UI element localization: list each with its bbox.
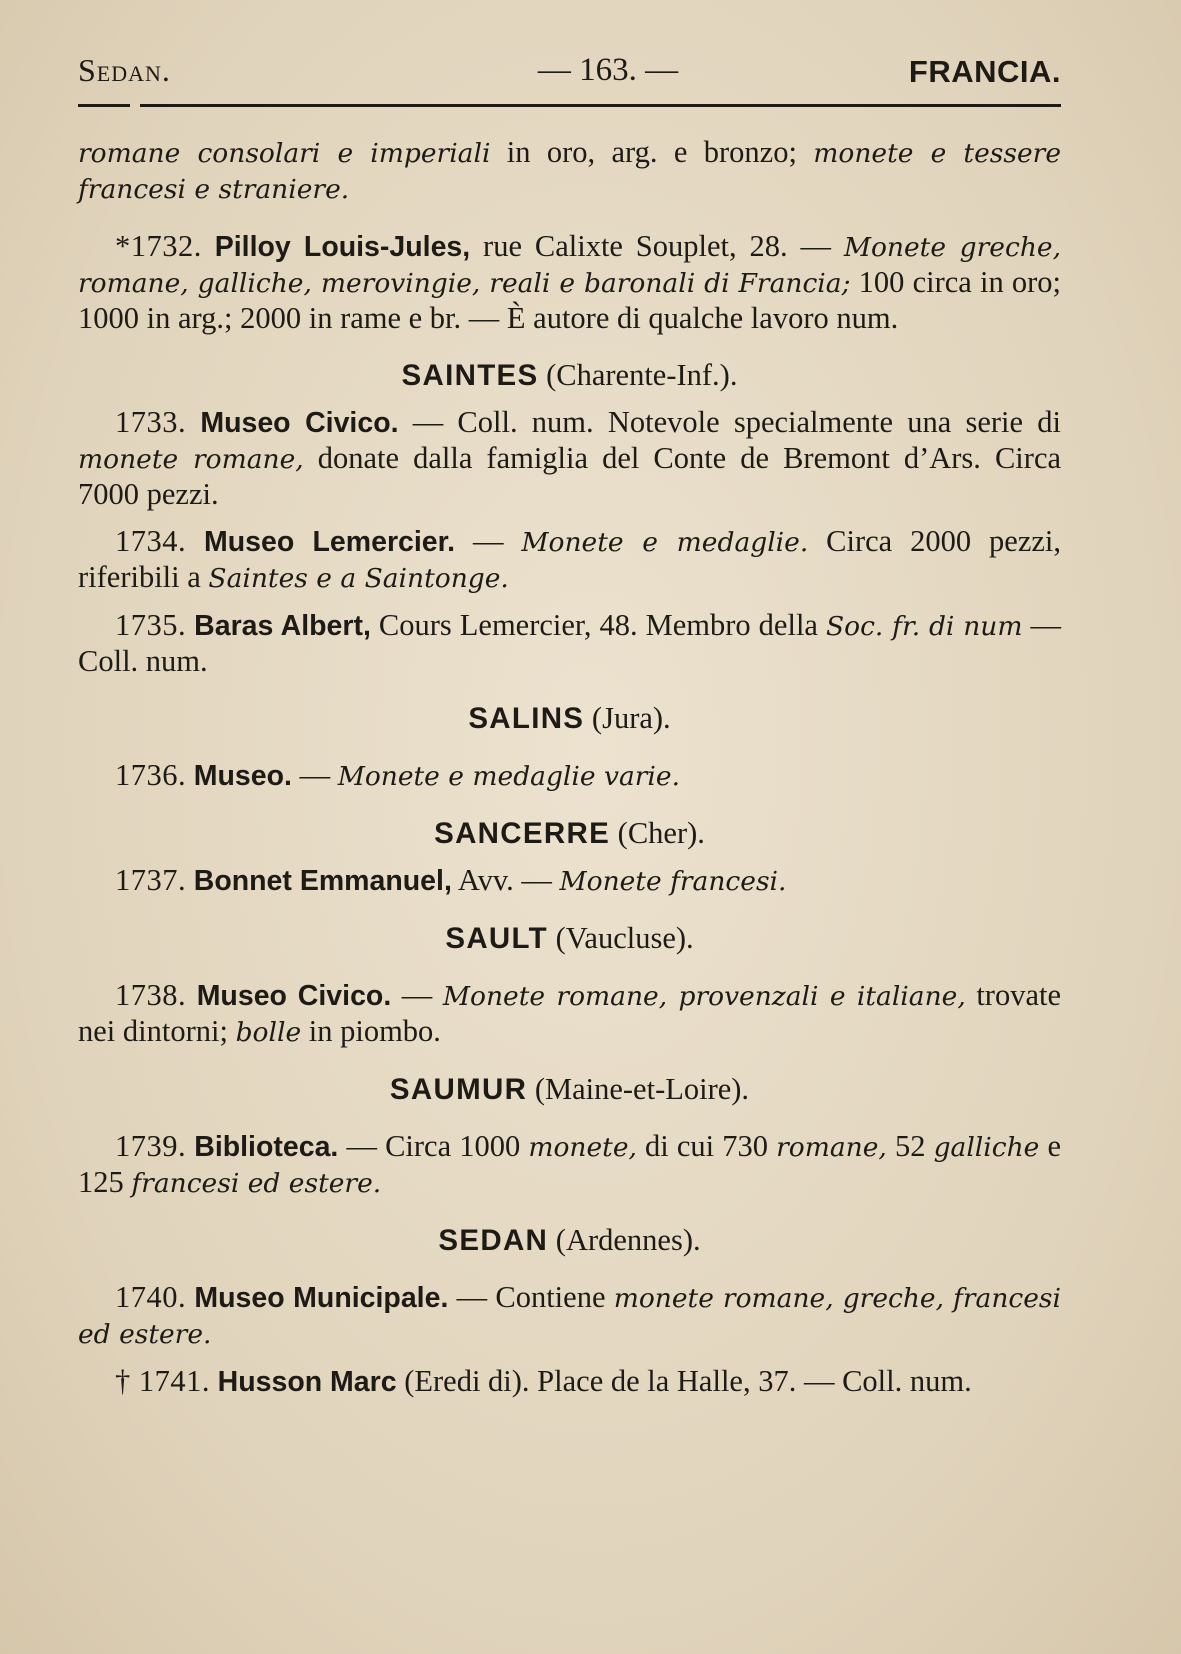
entry-1733: 1733. Museo Civico. — Coll. num. Notevole specialmente una serie di monete romane, donate dalla famiglia del Conte de Bremont d’Ars. Circa 7000 pezzi. <box>78 405 1062 511</box>
entry-1738: 1738. Museo Civico. — Monete romane, provenzali e italiane, trovate nei dintorni; bolle in piombo. <box>78 978 1062 1048</box>
header-rule <box>140 104 1061 107</box>
header-rule-short <box>78 104 130 107</box>
page-number: — 163. — <box>537 52 679 88</box>
section-sault: SAULT (Vaucluse). <box>445 921 694 955</box>
entry-1732: *1732. Pilloy Louis-Jules, rue Calixte Souplet, 28. — Monete greche, romane, galliche, merovingie, reali e baronali di Francia; 100 circa in oro; 1000 in arg.; 2000 in rame e br. — È autore di qualche lavoro num. <box>78 229 1061 335</box>
entry-1737: 1737. Bonnet Emmanuel, Avv. — Monete francesi. <box>115 863 787 897</box>
section-sedan: SEDAN (Ardennes). <box>438 1223 701 1257</box>
entry-1741: † 1741. Husson Marc (Eredi di). Place de la Halle, 37. — Coll. num. <box>115 1364 972 1398</box>
entry-1735: 1735. Baras Albert, Cours Lemercier, 48. Membro della Soc. fr. di num — Coll. num. <box>78 608 1061 678</box>
entry-1740: 1740. Museo Municipale. — Contiene monete romane, greche, francesi ed estere. <box>78 1280 1061 1350</box>
running-header <box>78 52 1061 96</box>
header-left: Sedan. <box>78 52 171 88</box>
continued-text: romane consolari e imperiali in oro, arg. e bronzo; monete e tessere francesi e straniere. <box>78 135 1061 205</box>
section-sancerre: SANCERRE (Cher). <box>434 816 705 850</box>
header-right: FRANCIA. <box>908 54 1061 89</box>
entry-1734: 1734. Museo Lemercier. — Monete e medaglie. Circa 2000 pezzi, riferibili a Saintes e a Saintonge. <box>78 524 1061 594</box>
page-body <box>78 135 1061 1400</box>
section-salins: SALINS (Jura). <box>468 701 671 735</box>
section-saumur: SAUMUR (Maine-et-Loire). <box>389 1072 750 1106</box>
entry-1736: 1736. Museo. — Monete e medaglie varie. <box>115 758 681 792</box>
section-saintes: SAINTES (Charente-Inf.). <box>401 358 738 392</box>
entry-1739: 1739. Biblioteca. — Circa 1000 monete, di cui 730 romane, 52 galliche e 125 francesi ed estere. <box>78 1129 1061 1199</box>
